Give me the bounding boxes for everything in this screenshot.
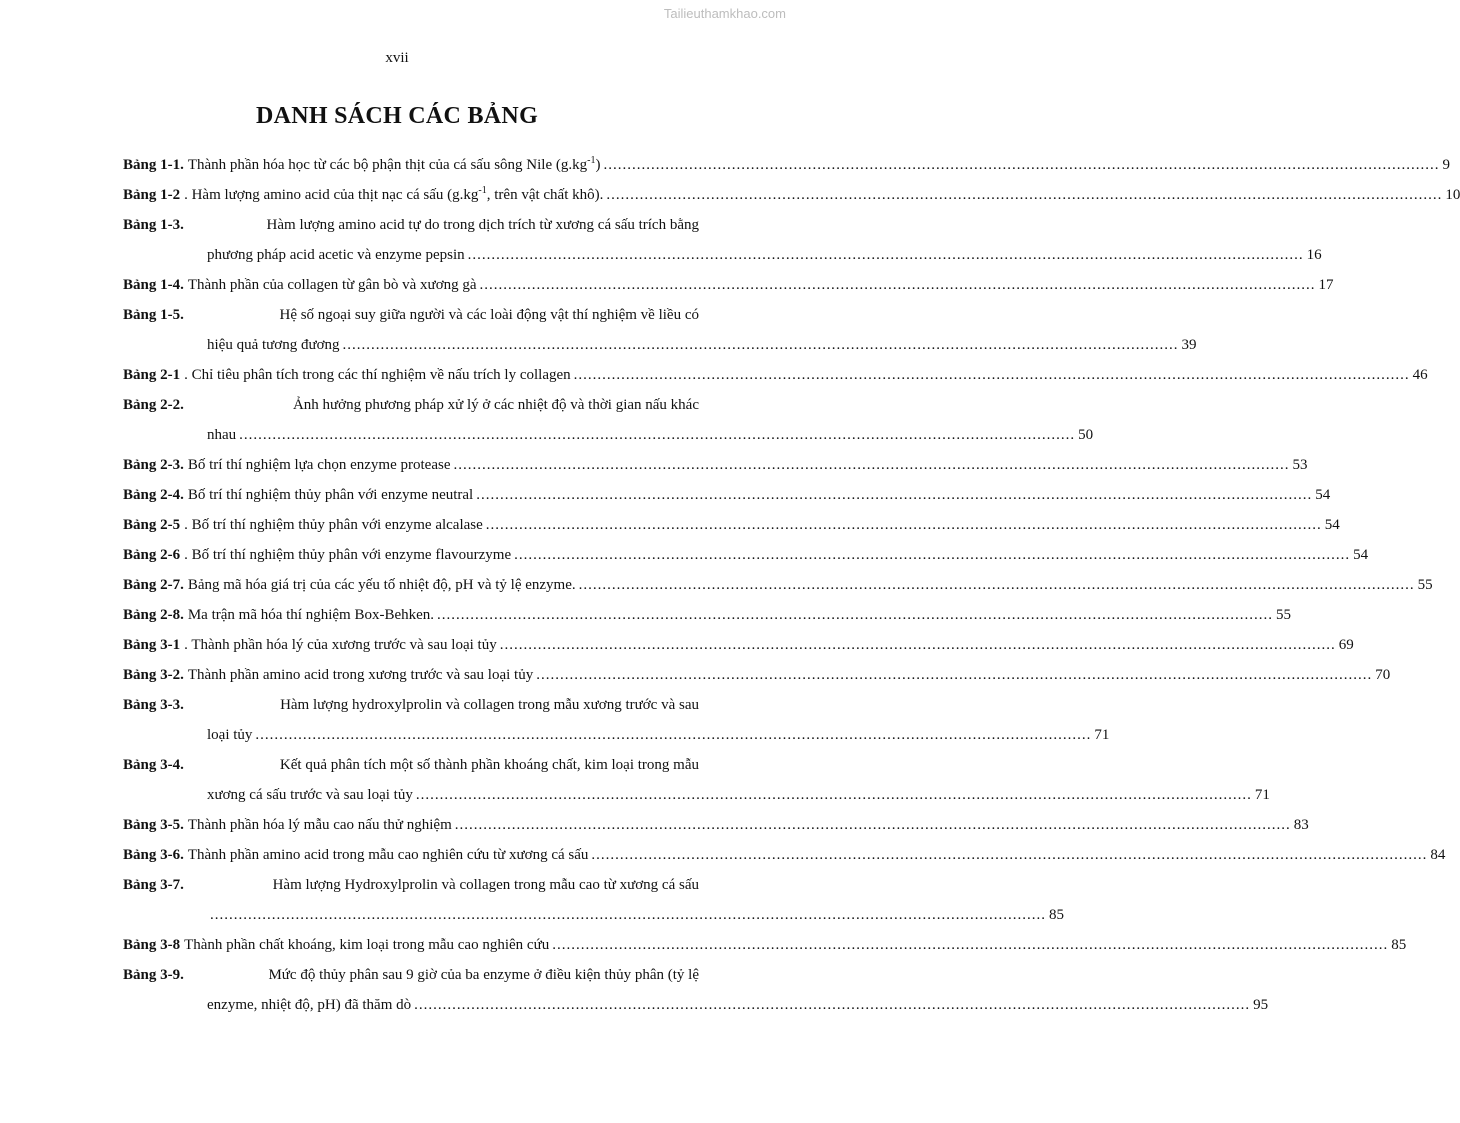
entry-page-number: 39 xyxy=(1181,337,1197,353)
entry-line-continued xyxy=(123,240,1322,270)
table-list-item[interactable] xyxy=(123,510,1340,540)
entry-title: Thành phần chất khoáng, kim loại trong mẫu cao nghiên cứu xyxy=(184,937,550,953)
entry-title: Ảnh hưởng phương pháp xử lý ở các nhiệt độ và thời gian nấu khác xyxy=(292,397,699,413)
table-list xyxy=(123,150,1460,1020)
dot-leader xyxy=(574,360,1410,390)
entry-title-continued: hiệu quả tương đương xyxy=(207,337,340,353)
table-list-item[interactable] xyxy=(123,360,1428,390)
dot-leader xyxy=(552,930,1388,960)
dot-leader xyxy=(500,630,1336,660)
dot-leader xyxy=(603,150,1439,180)
table-list-item[interactable] xyxy=(123,690,1110,750)
table-list-item[interactable] xyxy=(123,810,1309,840)
entry-title-continued: loại tủy xyxy=(207,727,253,743)
entry-line xyxy=(123,930,1407,960)
entry-title: . Bố trí thí nghiệm thủy phân với enzyme flavourzyme xyxy=(184,547,512,563)
entry-line xyxy=(123,600,1292,630)
entry-page-number: 55 xyxy=(1417,577,1433,593)
unit-superscript: -1 xyxy=(587,155,596,166)
entry-page-number: 69 xyxy=(1338,637,1354,653)
entry-label: Bảng 2-3. xyxy=(123,457,184,473)
dot-leader xyxy=(437,600,1273,630)
entry-line-continued xyxy=(123,990,1269,1020)
entry-title-continued: xương cá sấu trước và sau loại tủy xyxy=(207,787,413,803)
entry-title: Thành phần hóa học từ các bộ phận thịt của cá sấu sông Nile $(g.kg^{-1})$ xyxy=(187,155,601,173)
dot-leader xyxy=(480,270,1316,300)
entry-title: Thành phần amino acid trong mẫu cao nghiên cứu từ xương cá sấu xyxy=(187,847,589,863)
dot-leader xyxy=(416,780,1252,810)
entry-title: Ma trận mã hóa thí nghiệm Box-Behken. xyxy=(187,607,435,623)
entry-title: Bố trí thí nghiệm lựa chọn enzyme protease xyxy=(187,457,451,473)
entry-label: Bảng 2-1 xyxy=(123,367,181,383)
entry-page-number: 55 xyxy=(1276,607,1292,623)
entry-line xyxy=(123,840,1446,870)
entry-line xyxy=(123,750,699,780)
entry-page-number: 84 xyxy=(1430,847,1446,863)
entry-line xyxy=(123,960,699,990)
table-list-item[interactable] xyxy=(123,840,1446,870)
entry-title-continued: nhau xyxy=(207,427,237,443)
entry-line xyxy=(123,210,699,240)
table-list-item[interactable] xyxy=(123,630,1354,660)
table-list-item[interactable] xyxy=(123,480,1331,510)
table-list-item[interactable] xyxy=(123,870,1064,930)
table-list-item[interactable] xyxy=(123,180,1460,210)
entry-title: . Hàm lượng amino acid của thịt nạc cá sấu ($g.kg^{-1}$, trên vật chất khô). xyxy=(184,185,604,203)
entry-line xyxy=(123,150,1450,180)
entry-label: Bảng 3-5. xyxy=(123,817,184,833)
table-list-item[interactable] xyxy=(123,750,1270,810)
entry-page-number: 16 xyxy=(1306,247,1322,263)
entry-line xyxy=(123,510,1340,540)
dot-leader xyxy=(343,330,1179,360)
entry-label: Bảng 1-4. xyxy=(123,277,184,293)
entry-title-continued: phương pháp acid acetic và enzyme pepsin xyxy=(207,247,465,263)
entry-title: Hàm lượng amino acid tự do trong dịch trích từ xương cá sấu trích bằng xyxy=(266,217,699,233)
entry-page-number: 85 xyxy=(1049,907,1064,923)
entry-title: . Bố trí thí nghiệm thủy phân với enzyme alcalase xyxy=(184,517,483,533)
dot-leader xyxy=(476,480,1312,510)
entry-page-number: 95 xyxy=(1253,997,1269,1013)
entry-label: Bảng 2-6 xyxy=(123,547,181,563)
entry-title: Mức độ thủy phân sau 9 giờ của ba enzyme ở điều kiện thủy phân (tỷ lệ xyxy=(268,967,699,983)
entry-page-number: 54 xyxy=(1315,487,1331,503)
dot-leader xyxy=(468,240,1304,270)
entry-line xyxy=(123,270,1334,300)
entry-title-continued: enzyme, nhiệt độ, pH) đã thăm dò xyxy=(207,997,412,1013)
table-list-item[interactable] xyxy=(123,450,1308,480)
dot-leader xyxy=(536,660,1372,690)
table-list-item[interactable] xyxy=(123,660,1391,690)
table-list-item[interactable] xyxy=(123,540,1369,570)
entry-title: Hệ số ngoại suy giữa người và các loài động vật thí nghiệm về liều có xyxy=(279,307,699,323)
entry-line xyxy=(123,390,699,420)
dot-leader xyxy=(414,990,1250,1020)
entry-label: Bảng 3-9. xyxy=(123,967,184,983)
dot-leader xyxy=(514,540,1350,570)
entry-label: Bảng 2-5 xyxy=(123,517,181,533)
dot-leader xyxy=(239,420,1075,450)
entry-line xyxy=(123,180,1460,210)
entry-page-number: 71 xyxy=(1254,787,1270,803)
table-list-item[interactable] xyxy=(123,300,1197,360)
entry-label: Bảng 3-7. xyxy=(123,877,184,893)
entry-line xyxy=(123,480,1331,510)
entry-label: Bảng 2-7. xyxy=(123,577,184,593)
table-list-item[interactable] xyxy=(123,930,1407,960)
entry-page-number: 10 xyxy=(1445,187,1460,203)
unit-superscript: -1 xyxy=(478,185,487,196)
dot-leader xyxy=(606,180,1442,210)
entry-page-number: 17 xyxy=(1318,277,1334,293)
table-list-item[interactable] xyxy=(123,570,1433,600)
page-number: xvii xyxy=(385,50,409,66)
table-list-item[interactable] xyxy=(123,270,1334,300)
dot-leader xyxy=(453,450,1289,480)
entry-label: Bảng 1-5. xyxy=(123,307,184,323)
entry-title: Bố trí thí nghiệm thủy phân với enzyme neutral xyxy=(187,487,474,503)
entry-line xyxy=(123,810,1309,840)
entry-label: Bảng 1-2 xyxy=(123,187,181,203)
entry-label: Bảng 3-6. xyxy=(123,847,184,863)
entry-page-number: 70 xyxy=(1375,667,1391,683)
entry-page-number: 54 xyxy=(1324,517,1340,533)
entry-page-number: 85 xyxy=(1391,937,1407,953)
entry-title: Thành phần của collagen từ gân bò và xương gà xyxy=(187,277,477,293)
entry-title: Kết quả phân tích một số thành phần khoáng chất, kim loại trong mẫu xyxy=(279,757,699,773)
entry-title: . Thành phần hóa lý của xương trước và sau loại tủy xyxy=(184,637,497,653)
table-list-item[interactable] xyxy=(123,600,1292,630)
entry-label: Bảng 3-2. xyxy=(123,667,184,683)
entry-line xyxy=(123,360,1428,390)
entry-line-continued xyxy=(123,330,1197,360)
entry-page-number: 54 xyxy=(1353,547,1369,563)
table-list-item[interactable] xyxy=(123,960,1269,1020)
entry-page-number: 9 xyxy=(1442,157,1450,173)
entry-title: Hàm lượng Hydroxylprolin và collagen trong mẫu cao từ xương cá sấu xyxy=(272,877,699,893)
entry-line-continued xyxy=(123,720,1110,750)
entry-line xyxy=(123,570,1433,600)
entry-label: Bảng 2-8. xyxy=(123,607,184,623)
entry-page-number: 46 xyxy=(1412,367,1428,383)
entry-label: Bảng 3-8 xyxy=(123,937,181,953)
entry-page-number: 50 xyxy=(1078,427,1094,443)
entry-line-continued xyxy=(123,780,1270,810)
watermark: Tailieuthamkhao.com xyxy=(663,6,786,21)
entry-title: Thành phần amino acid trong xương trước và sau loại tủy xyxy=(187,667,534,683)
entry-title: Thành phần hóa lý mẫu cao nấu thử nghiệm xyxy=(187,817,452,833)
entry-label: Bảng 2-4. xyxy=(123,487,184,503)
entry-label: Bảng 1-3. xyxy=(123,217,184,233)
entry-line xyxy=(123,870,699,900)
dot-leader xyxy=(210,900,1046,930)
entry-page-number: 53 xyxy=(1292,457,1308,473)
entry-line-continued xyxy=(123,420,1094,450)
entry-line-continued xyxy=(123,900,1064,930)
entry-label: Bảng 1-1. xyxy=(123,157,184,173)
entry-label: Bảng 3-3. xyxy=(123,697,184,713)
entry-title: . Chỉ tiêu phân tích trong các thí nghiệm về nấu trích ly collagen xyxy=(184,367,571,383)
entry-title: Hàm lượng hydroxylprolin và collagen trong mẫu xương trước và sau xyxy=(280,697,699,713)
table-list-item[interactable] xyxy=(123,150,1450,180)
entry-page-number: 71 xyxy=(1094,727,1110,743)
entry-label: Bảng 3-1 xyxy=(123,637,181,653)
entry-page-number: 83 xyxy=(1293,817,1309,833)
entry-line xyxy=(123,660,1391,690)
entry-line xyxy=(123,690,699,720)
entry-line xyxy=(123,300,699,330)
table-list-item[interactable] xyxy=(123,390,1094,450)
dot-leader xyxy=(486,510,1322,540)
entry-line xyxy=(123,540,1369,570)
entry-label: Bảng 3-4. xyxy=(123,757,184,773)
entry-label: Bảng 2-2. xyxy=(123,397,184,413)
page-title: DANH SÁCH CÁC BẢNG xyxy=(255,103,539,129)
dot-leader xyxy=(255,720,1091,750)
dot-leader xyxy=(455,810,1291,840)
dot-leader xyxy=(591,840,1427,870)
table-list-item[interactable] xyxy=(123,210,1322,270)
dot-leader xyxy=(579,570,1415,600)
entry-line xyxy=(123,630,1354,660)
entry-line xyxy=(123,450,1308,480)
entry-title: Bảng mã hóa giá trị của các yếu tố nhiệt độ, pH và tỷ lệ enzyme. xyxy=(187,577,576,593)
